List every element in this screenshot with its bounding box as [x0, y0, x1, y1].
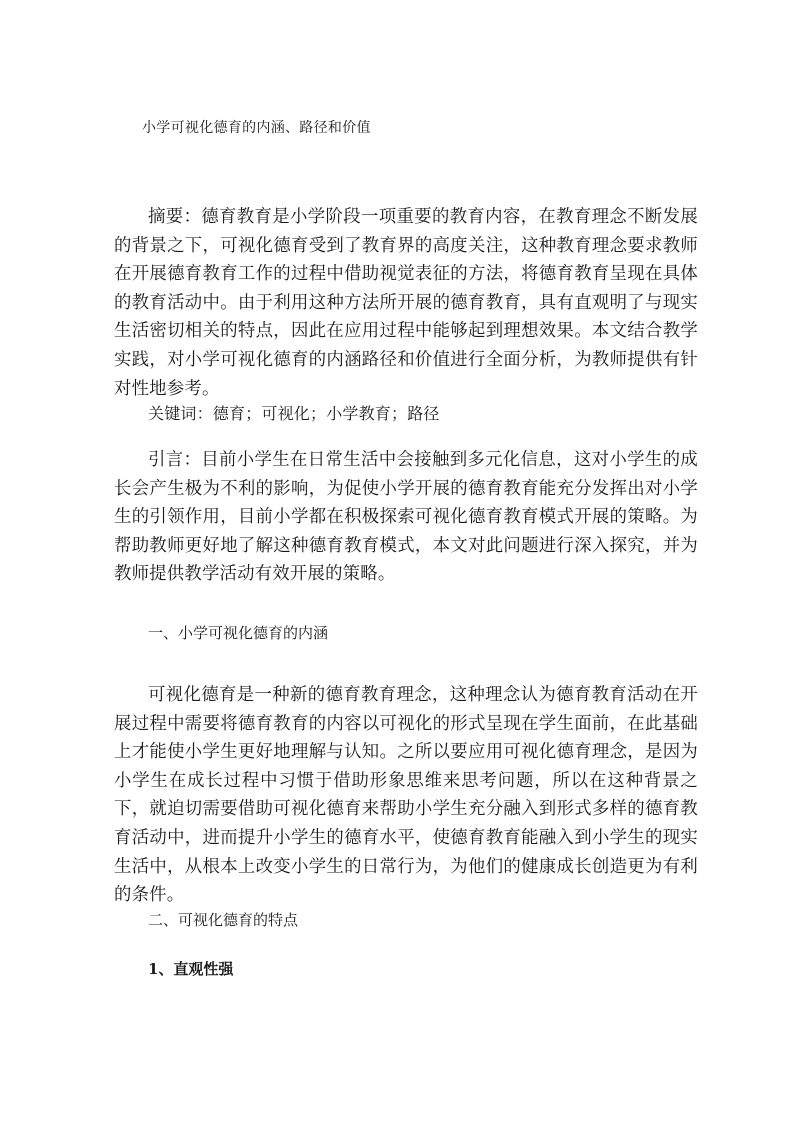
document-title: 小学可视化德育的内涵、路径和价值: [142, 120, 371, 136]
introduction-paragraph: 引言：目前小学生在日常生活中会接触到多元化信息，这对小学生的成长会产生极为不利的影响，为促使小学开展的德育教育能充分发挥出对小学生的引领作用，目前小学都在积极探索可视化德育教育模式开展的策略。为帮助教师更好地了解这种德育教育模式，本文对此问题进行深入探究，并为教师提供教学活动有效开展的策略。: [114, 450, 698, 585]
abstract-paragraph: 摘要：德育教育是小学阶段一项重要的教育内容，在教育理念不断发展的背景之下，可视化德育受到了教育界的高度关注，这种教育理念要求教师在开展德育教育工作的过程中借助视觉表征的方法，将德育教育呈现在具体的教育活动中。由于利用这种方法所开展的德育教育，具有直观明了与现实生活密切相关的特点，因此在应用过程中能够起到理想效果。本文结合教学实践，对小学可视化德育的内涵路径和价值进行全面分析，为教师提供有针对性地参考。: [114, 207, 698, 399]
section-1-heading: 一、小学可视化德育的内涵: [148, 624, 329, 642]
keywords-paragraph: 关键词：德育；可视化；小学教育；路径: [148, 404, 440, 423]
section-1-body: 可视化德育是一种新的德育教育理念，这种理念认为德育教育活动在开展过程中需要将德育教育的内容以可视化的形式呈现在学生面前，在此基础上才能使小学生更好地理解与认知。之所以要应用可视化德育理念，是因为小学生在成长过程中习惯于借助形象思维来思考问题，所以在这种背景之下，就迫切需要借助可视化德育来帮助小学生充分融入到形式多样的德育教育活动中，进而提升小学生的德育水平，使德育教育能融入到小学生的现实生活中，从根本上改变小学生的日常行为，为他们的健康成长创造更为有利的条件。: [114, 685, 698, 906]
section-2-subheading-1: 1、直观性强: [148, 960, 234, 978]
section-2-heading: 二、可视化德育的特点: [148, 911, 299, 929]
